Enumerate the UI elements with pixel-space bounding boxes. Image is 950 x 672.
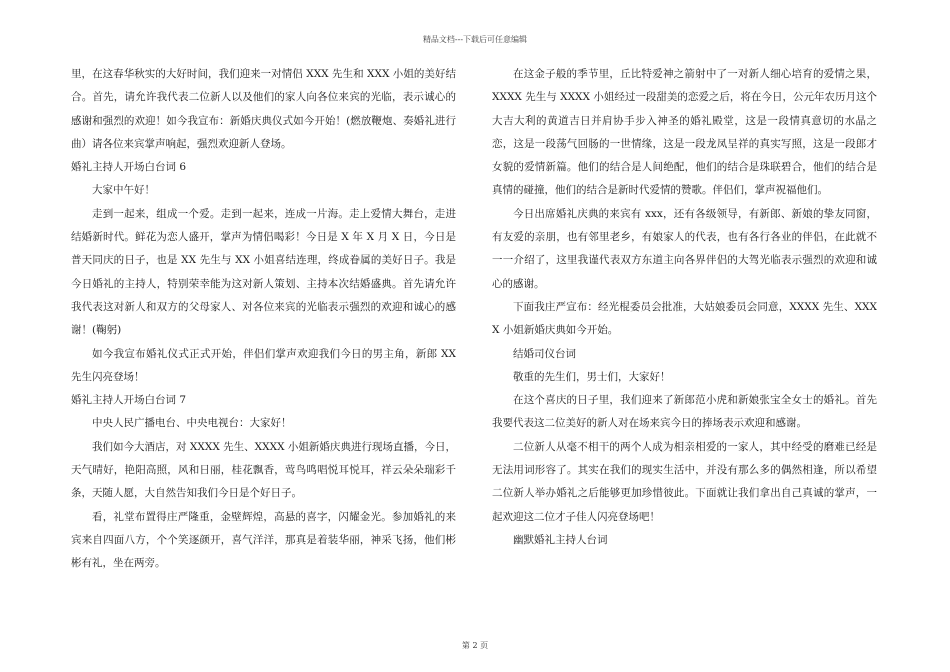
body-paragraph: 二位新人从毫不相干的两个人成为相亲相爱的一家人，其中经受的磨难已经是无法用词形容了。其实在我们的现实生活中，并没有那么多的偶然相逢，所以希望二位新人举办婚礼之后能够更加珍惜彼此。下面就让我们拿出自己真诚的掌声，一起欢迎这二位才子佳人闪亮登场吧！ xyxy=(492,440,877,523)
page-header: 精品文档---下载后可任意编辑 xyxy=(422,35,528,44)
body-paragraph: 在这金子般的季节里，丘比特爱神之箭射中了一对新人细心培育的爱情之果，XXXX 先生与 XXXX 小姐经过一段甜美的恋爱之后，将在今日，公元年农历月这个大吉大利的黄道吉日并肩协手步入神圣的婚礼殿堂，这是一段情真意切的水晶之恋，这是一段荡气回肠的一世情缘，这是一段龙凤呈祥的真实写照，这是一段郎才女貌的爱情新篇。他们的结合是人间绝配，他们的结合是珠联碧合，他们的结合是真情的碰撞，他们的结合是新时代爱情的赞歌。伴侣们，掌声祝福他们。 xyxy=(492,68,877,197)
body-paragraph: 如今我宣布婚礼仪式正式开始，伴侣们掌声欢迎我们今日的男主角，新郎 XX 先生闪亮登场！ xyxy=(71,347,456,383)
page-number: 第 2 页 xyxy=(461,641,489,650)
body-paragraph: 走到一起来，组成一个爱。走到一起来，连成一片海。走上爱情大舞台，走进结婚新时代。鲜花为恋人盛开，掌声为情侣喝彩！今日是 X 年 X 月 X 日，今日是普天同庆的日子，也是 XX 先生与 XX 小姐喜结连理，终成眷属的美好日子。我是今日婚礼的主持人，特别荣幸能为这对新人策划、主持本次结婚盛典。首先请允许我代表这对新人和双方的父母家人、对各位来宾的光临表示强烈的欢迎和诚心的感谢！(鞠躬) xyxy=(71,207,456,337)
body-paragraph: 中央人民广播电台、中央电视台：大家好！ xyxy=(92,417,292,430)
body-paragraph: 下面我庄严宣布：经光棍委员会批准，大姑娘委员会同意，XXXX 先生、XXXX 小姐新婚庆典如今开始。 xyxy=(492,300,877,337)
body-paragraph: 敬重的先生们，男士们，大家好！ xyxy=(513,370,671,383)
body-paragraph: 看，礼堂布置得庄严隆重，金壁辉煌，高悬的喜字，闪耀金光。参加婚礼的来宾来自四面八方，个个笑逐颜开，喜气洋洋，那真是着装华丽，神采飞扬，他们彬彬有礼，坐在两旁。 xyxy=(71,510,456,570)
section-heading: 婚礼主持人开场白台词 7 xyxy=(71,394,187,407)
body-paragraph: 大家中午好！ xyxy=(92,184,155,197)
body-paragraph: 在这个喜庆的日子里，我们迎来了新郎范小虎和新娘张宝全女士的婚礼。首先我要代表这二位美好的新人对在场来宾今日的捧场表示欢迎和感谢。 xyxy=(492,394,877,430)
section-heading: 婚礼主持人开场白台词 6 xyxy=(71,161,187,174)
body-paragraph: 今日出席婚礼庆典的来宾有 xxx，还有各级领导，有新郎、新娘的挚友同窗，有友爱的亲朋，也有邻里老乡，有娘家人的代表，也有各行各业的伴侣，在此就不一一介绍了，这里我谨代表双方东道主向各界伴侣的大驾光临表示强烈的欢迎和诚心的感谢。 xyxy=(492,207,877,290)
body-paragraph: 我们如今大酒店，对 XXXX 先生、XXXX 小姐新婚庆典进行现场直播，今日，天气晴好，艳阳高照，风和日丽，桂花飘香，莺鸟鸣唱悦耳悦耳，祥云朵朵瑞彩千条，天随人愿，大自然告知我们今日是个好日子。 xyxy=(71,440,456,500)
left-text-column xyxy=(71,63,456,576)
section-heading: 结婚司仪台词 xyxy=(513,347,576,360)
section-heading: 幽默婚礼主持人台词 xyxy=(513,533,608,546)
body-paragraph: 里，在这春华秋实的大好时间，我们迎来一对情侣 XXX 先生和 XXX 小姐的美好结合。首先，请允许我代表二位新人以及他们的家人向各位来宾的光临，表示诚心的感谢和强烈的欢迎！如今我宣布：新婚庆典仪式如今开始！(燃放鞭炮、奏婚礼进行曲）请各位来宾掌声响起，强烈欢迎新人登场。 xyxy=(71,68,456,150)
right-text-column xyxy=(492,63,877,552)
